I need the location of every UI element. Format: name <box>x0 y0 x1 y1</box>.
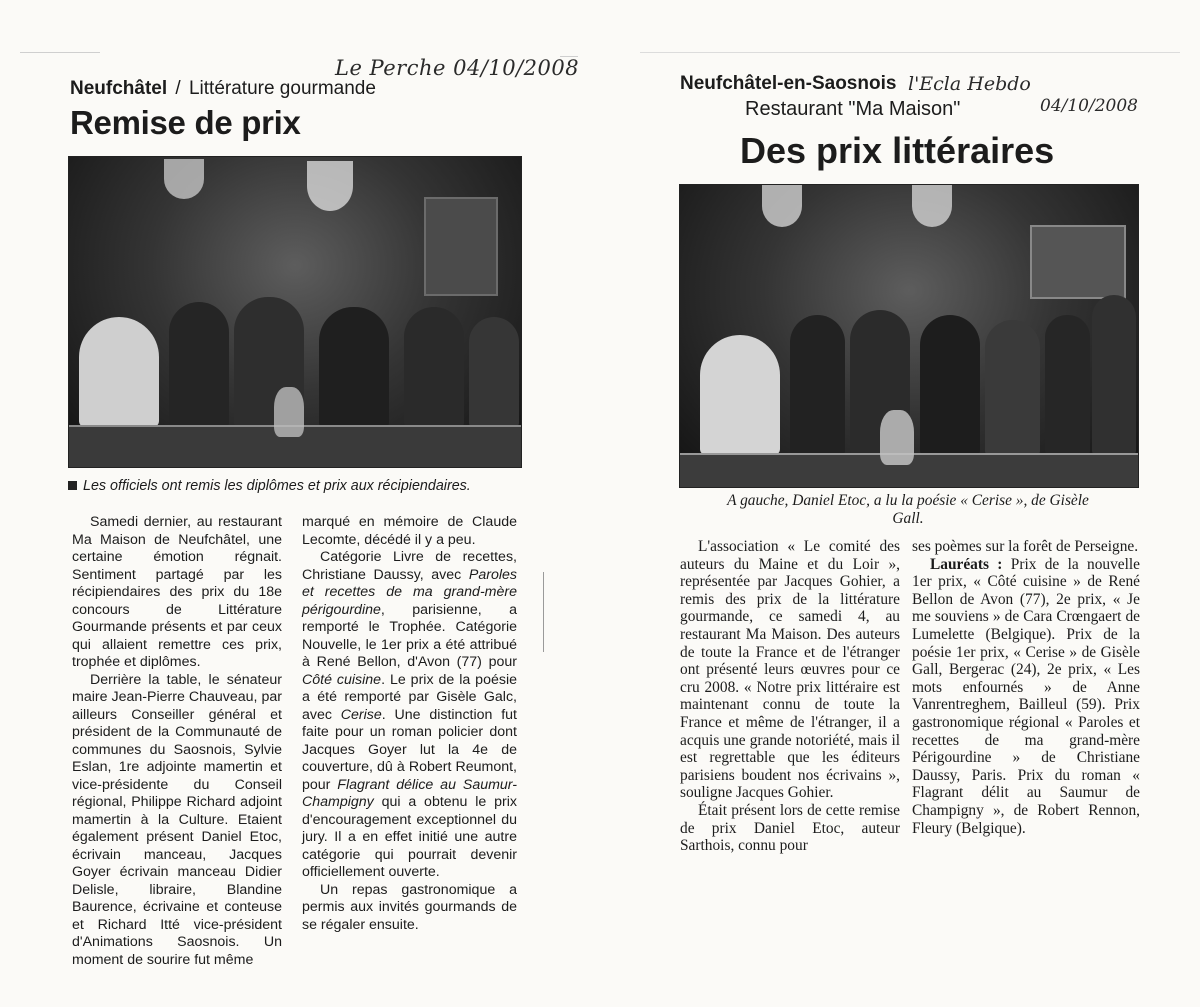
column-rule <box>543 572 544 652</box>
laureats-label: Lauréats : <box>930 555 1003 573</box>
paragraph: Catégorie Livre de recettes, Christiane Daussy, avec Paroles et recettes de ma grand-mère périgourdine, parisienne, a remporté le Trophée. Catégorie Nouvelle, le 1er prix a été attribué à René Bellon, d'Avon (77) pour Côté cuisine. Le prix de la poésie a été remporté par Gisèle Galc, avec Cerise. Une distinction fut faite pour un roman policier dont Jacques Goyer lut la 4e de couverture, dû à Robert Reumont, pour Flagrant délice au Saumur-Champigny qui a obtenu le prix d'encouragement exceptionnel du jury. Il a en effet initié une autre catégorie qui pourrait devenir officiellement ouverte. <box>302 549 517 880</box>
person <box>790 315 845 455</box>
person <box>700 335 780 455</box>
person <box>469 317 519 427</box>
article-photo <box>68 156 522 468</box>
text-column-2 <box>912 538 1140 837</box>
headline: Des prix littéraires <box>740 130 1055 171</box>
photo-caption <box>679 492 1137 528</box>
paragraph: Derrière la table, le sénateur maire Jean-Pierre Chauveau, par ailleurs Conseiller général et président de la Communauté de communes du Saosnois, Sylvie Eslan, 1re adjointe mamertin et vice-présidente du Conseil régional, Philippe Richard adjoint mamertin à la Culture. Etaient également présent Daniel Etoc, écrivain manceau, Jacques Goyer écrivain manceau Didier Delisle, libraire, Blandine Baurence, écrivaine et conteuse et Richard Itté vice-président d'Animations Saosnois. Un moment de sourire fut même <box>72 671 282 968</box>
kicker-place: Neufchâtel <box>70 78 168 99</box>
person <box>79 317 159 427</box>
person <box>1092 295 1136 455</box>
wall-painting <box>424 197 498 296</box>
handwritten-source-note: Le Perche 04/10/2008 <box>335 56 580 80</box>
wall-painting <box>1030 225 1126 299</box>
chandelier <box>912 185 952 227</box>
caption-line: A gauche, Daniel Etoc, a lu la poésie « Cerise », de Gisèle <box>727 492 1089 509</box>
handwritten-date: 04/10/2008 <box>1040 96 1138 116</box>
sub-kicker: Restaurant "Ma Maison" <box>745 98 961 120</box>
caption-line: Gall. <box>892 510 924 527</box>
person <box>1045 315 1090 455</box>
person <box>985 320 1040 455</box>
laureats-text: Prix de la nouvelle 1er prix, « Côté cuisine » de René Bellon de Avon (77), 2e prix, « Je me souviens » de Cara Crœngaert de Lumelette (Belgique). Prix de la poésie 1er prix, « Cerise » de Gisèle Gall, Bergerac (24), 2e prix, « Les mots enfournés » de Anne Vanrentreghem, Bailleul (59). Prix gastronomique régional « Paroles et recettes de ma grand-mère Périgourdine » de Christiane Daussy, Paris. Prix du roman « Flagrant délit au Saumur de Champigny », de Robert Rennon, Fleury (Belgique). <box>912 555 1140 837</box>
person <box>404 307 464 427</box>
paragraph: marqué en mémoire de Claude Lecomte, décédé il y a peu. <box>302 514 517 548</box>
scan-edge-mark <box>20 52 100 53</box>
text-column-1 <box>72 514 282 969</box>
caption-bullet-icon <box>68 481 77 490</box>
paragraph: L'association « Le comité des auteurs du Maine et du Loir », représentée par Jacques Gohier, a remis des prix de la littérature gourmande, ce samedi 4, au restaurant Ma Maison. Des auteurs de toute la France et de l'étranger ont présenté leurs œuvres pour ce cru 2008. « Notre prix littéraire est maintenant connu de toute la France et même de l'étranger, il a acquis une grande notoriété, mais il est regrettable que les éditeurs parisiens boudent nos écrivains », souligne Jacques Gohier. <box>680 538 900 802</box>
text-column-2 <box>302 514 517 934</box>
kicker-topic: Littérature gourmande <box>188 78 376 99</box>
kicker-separator: / <box>175 78 181 99</box>
person <box>920 315 980 455</box>
caption-text: Les officiels ont remis les diplômes et prix aux récipiendaires. <box>83 478 471 494</box>
paragraph: Un repas gastronomique a permis aux invités gourmands de se régaler ensuite. <box>302 881 517 933</box>
headline: Remise de prix <box>70 104 301 141</box>
handwritten-source-note: l'Ecla Hebdo <box>908 73 1031 95</box>
person <box>319 307 389 427</box>
chandelier <box>164 159 204 199</box>
text-column-1 <box>680 538 900 855</box>
person <box>169 302 229 427</box>
paragraph: ses poèmes sur la forêt de Perseigne. <box>912 538 1139 555</box>
chandelier <box>307 161 353 211</box>
scan-edge-mark <box>640 52 1180 53</box>
article-photo <box>679 184 1139 488</box>
paragraph <box>912 556 1140 838</box>
flower-vase <box>274 387 304 437</box>
flower-vase <box>880 410 914 465</box>
article-kicker <box>70 78 376 100</box>
kicker-place: Neufchâtel-en-Saosnois <box>680 73 897 94</box>
chandelier <box>762 185 802 227</box>
paragraph: Était présent lors de cette remise de prix Daniel Etoc, auteur Sarthois, connu pour <box>680 801 900 855</box>
photo-caption <box>68 478 471 494</box>
paragraph: Samedi dernier, au restaurant Ma Maison de Neufchâtel, une certaine émotion régnait. Sentiment partagé par les récipiendaires des prix du 18e concours de Littérature Gourmande présents et par ceux qui allaient remettre ces prix, trophée et diplômes. <box>72 514 282 670</box>
